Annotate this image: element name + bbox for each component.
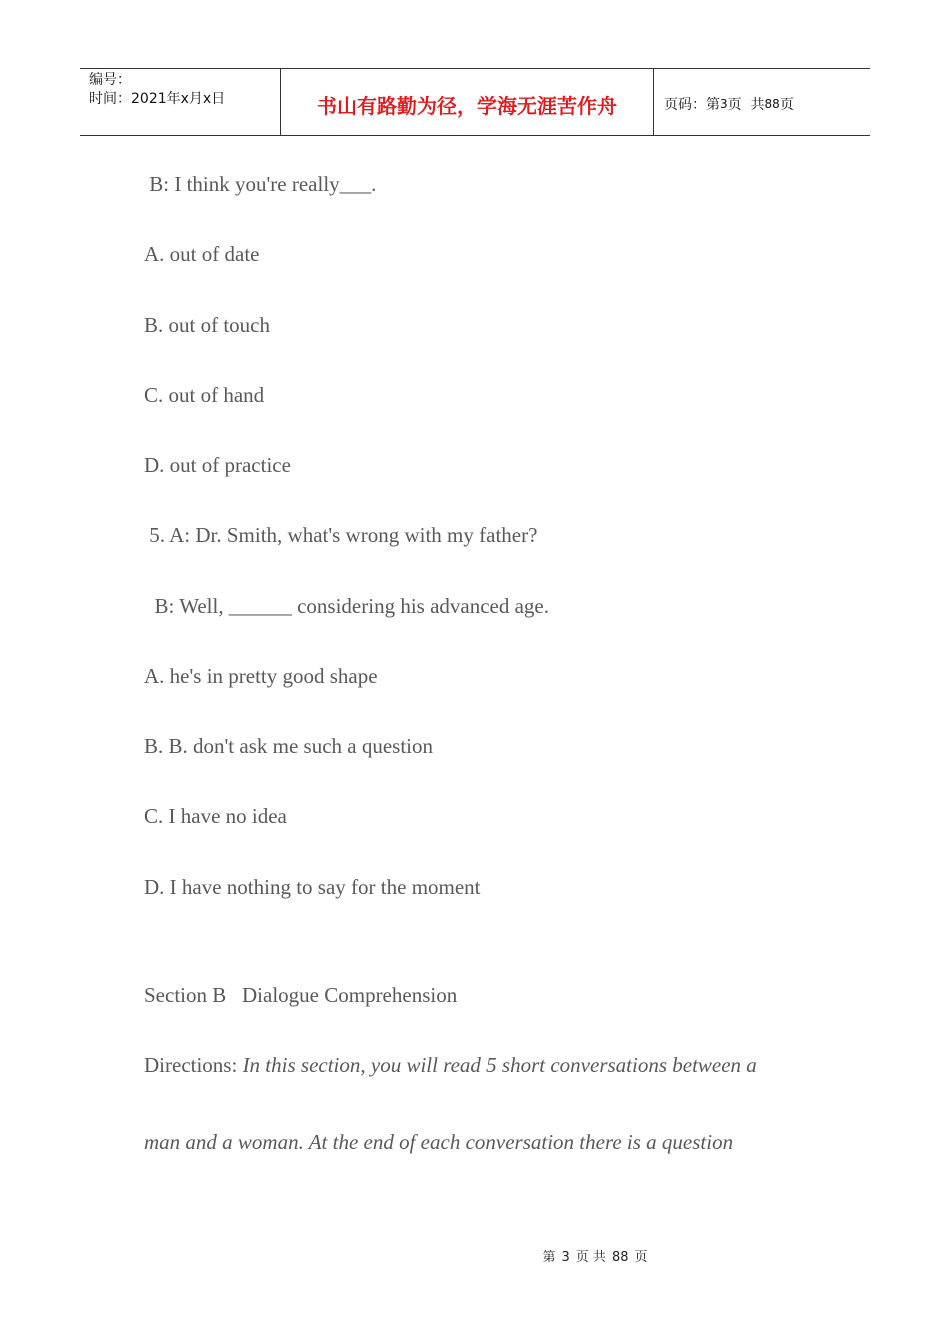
header-time-label: 时间：2021年x月x日 bbox=[89, 91, 226, 107]
option-a-out-of-date: A. out of date bbox=[144, 242, 260, 266]
footer-suffix: 页 bbox=[634, 1250, 648, 1265]
directions-paragraph-line-1 bbox=[144, 1053, 757, 1077]
option-d-nothing-to-say: D. I have nothing to say for the moment bbox=[144, 875, 481, 899]
dialogue-line-b-really: B: I think you're really___. bbox=[144, 172, 377, 196]
footer-mid: 页 共 bbox=[575, 1250, 606, 1265]
header-page-mid: 页 共 bbox=[727, 97, 765, 113]
question-5-line-b: B: Well, ______ considering his advanced age. bbox=[144, 594, 549, 618]
footer-current: 3 bbox=[561, 1250, 570, 1265]
footer-prefix: 第 bbox=[542, 1250, 556, 1265]
header-info-cell bbox=[80, 69, 281, 135]
option-c-no-idea: C. I have no idea bbox=[144, 804, 287, 828]
option-b-out-of-touch: B. out of touch bbox=[144, 313, 270, 337]
question-5-line-a: 5. A: Dr. Smith, what's wrong with my father? bbox=[144, 523, 538, 547]
header-page-prefix: 页码：第 bbox=[664, 97, 720, 113]
option-d-out-of-practice: D. out of practice bbox=[144, 453, 291, 477]
header-page-current: 3 bbox=[720, 97, 728, 111]
directions-text-1: In this section, you will read 5 short conversations between a bbox=[242, 1053, 757, 1077]
header-page-info bbox=[654, 69, 870, 135]
directions-paragraph-line-2 bbox=[144, 1130, 733, 1154]
page-footer bbox=[0, 1246, 950, 1265]
section-b-heading: Section B Dialogue Comprehension bbox=[144, 983, 458, 1007]
option-c-out-of-hand: C. out of hand bbox=[144, 383, 265, 407]
option-b-dont-ask: B. B. don't ask me such a question bbox=[144, 734, 434, 758]
header-motto: 书山有路勤为径，学海无涯苦作舟 bbox=[281, 69, 654, 135]
directions-label: Directions: bbox=[144, 1053, 243, 1077]
directions-text-2: man and a woman. At the end of each conversation there is a question bbox=[144, 1130, 734, 1154]
page-header bbox=[80, 68, 870, 136]
option-a-good-shape: A. he's in pretty good shape bbox=[144, 664, 378, 688]
header-page-suffix: 页 bbox=[779, 97, 794, 113]
header-page-total: 88 bbox=[764, 97, 780, 111]
footer-total: 88 bbox=[611, 1250, 629, 1265]
header-number-label: 编号： bbox=[89, 72, 131, 88]
